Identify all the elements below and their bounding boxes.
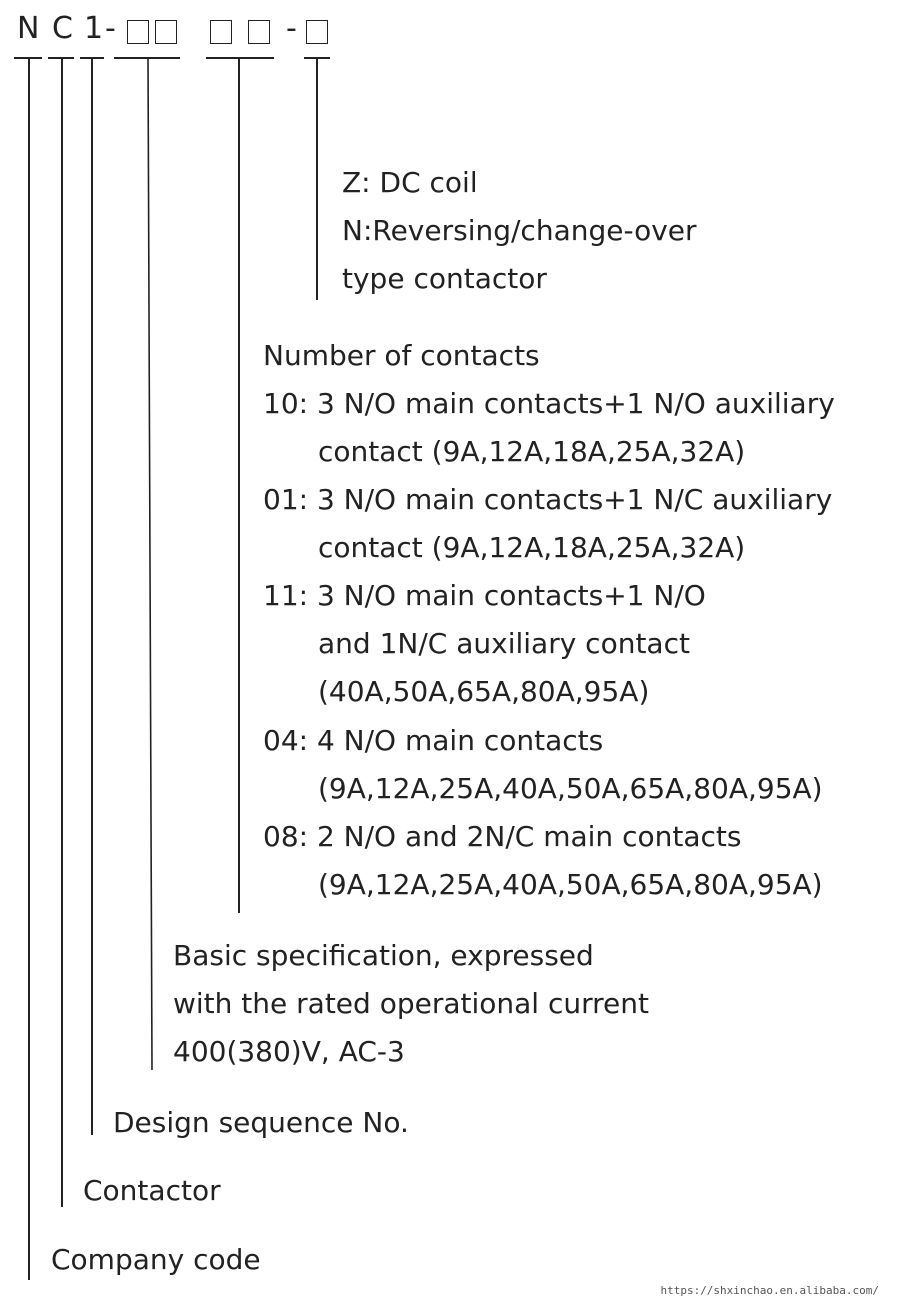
company-code-label: Company code: [51, 1243, 261, 1276]
code-placeholder-box: [210, 20, 232, 44]
contactor-label: Contactor: [83, 1174, 221, 1207]
underline-contacts: [206, 57, 274, 59]
contacts-line: 04: 4 N/O main contacts: [263, 724, 604, 757]
contacts-line: 01: 3 N/O main contacts+1 N/C auxiliary: [263, 483, 833, 516]
code-separator: -: [286, 11, 297, 46]
leader-line-suffix: [316, 57, 318, 300]
contacts-line: contact (9A,12A,18A,25A,32A): [318, 531, 746, 564]
leader-line-basic-spec: [140, 57, 160, 1070]
contacts-line: (40A,50A,65A,80A,95A): [318, 675, 650, 708]
leader-line-contactor: [61, 57, 63, 1207]
contacts-line: (9A,12A,25A,40A,50A,65A,80A,95A): [318, 868, 823, 901]
contacts-line: 10: 3 N/O main contacts+1 N/O auxiliary: [263, 387, 835, 420]
code-placeholder-box: [155, 20, 177, 44]
code-placeholder-box: [306, 20, 328, 44]
watermark-url: https://shxinchao.en.alibaba.com/: [660, 1284, 879, 1297]
leader-line-contacts: [238, 57, 240, 913]
code-digit-1: 1: [84, 11, 104, 46]
contacts-line: 08: 2 N/O and 2N/C main contacts: [263, 820, 742, 853]
suffix-line: N:Reversing/change-over: [342, 214, 697, 247]
leader-line-design-sequence: [91, 57, 93, 1135]
contacts-line: and 1N/C auxiliary contact: [318, 627, 690, 660]
code-letter-n: N: [17, 11, 40, 46]
design-sequence-label: Design sequence No.: [113, 1106, 409, 1139]
code-placeholder-box: [248, 20, 270, 44]
contacts-heading: Number of contacts: [263, 339, 540, 372]
basic-spec-line: with the rated operational current: [173, 987, 649, 1020]
code-separator: -: [105, 11, 116, 46]
basic-spec-line: 400(380)V, AC-3: [173, 1035, 405, 1068]
code-placeholder-box: [127, 20, 149, 44]
contacts-line: (9A,12A,25A,40A,50A,65A,80A,95A): [318, 772, 823, 805]
leader-line-company-code: [28, 57, 30, 1280]
contacts-line: contact (9A,12A,18A,25A,32A): [318, 435, 746, 468]
suffix-line: type contactor: [342, 262, 547, 295]
contacts-line: 11: 3 N/O main contacts+1 N/O: [263, 579, 706, 612]
code-letter-c: C: [52, 11, 73, 46]
basic-spec-line: Basic specification, expressed: [173, 939, 594, 972]
suffix-line: Z: DC coil: [342, 166, 478, 199]
